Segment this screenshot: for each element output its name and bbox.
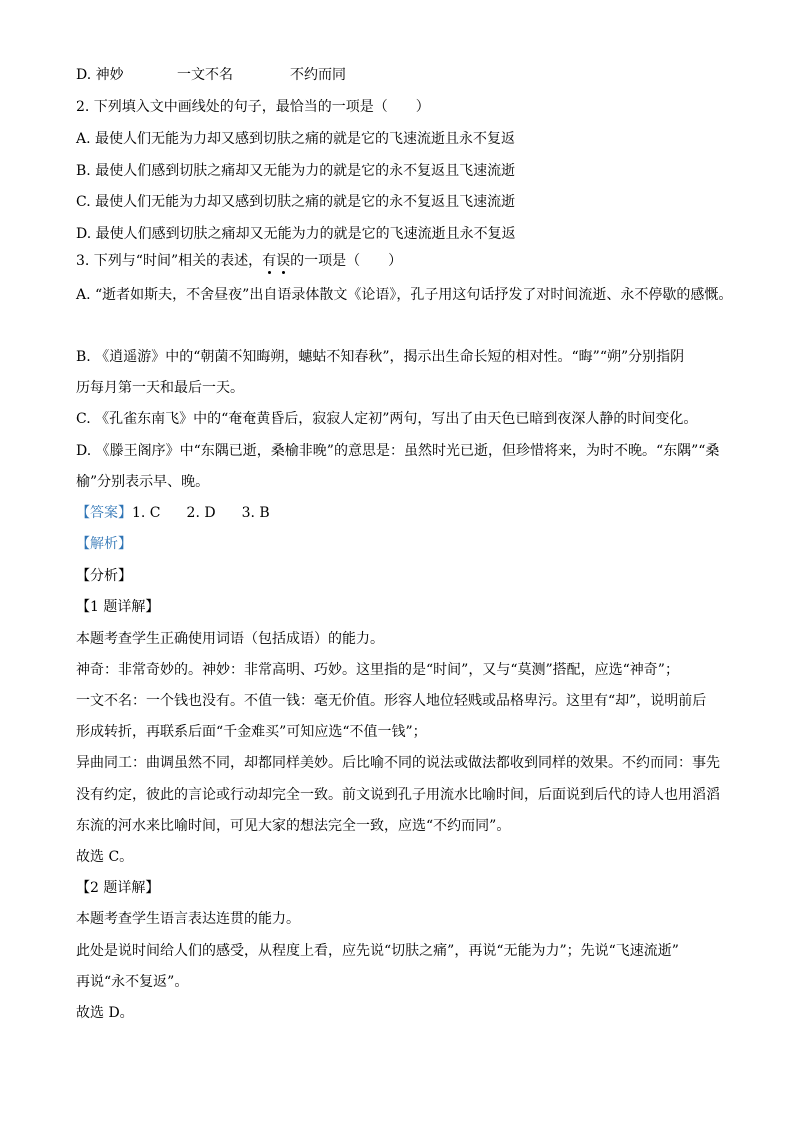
fenxi-label: 【分析】 [76,568,132,584]
detail2-heading: 【2 题详解】 [76,880,160,896]
q3-option-d-line2: 榆”分别表示早、晚。 [76,474,210,490]
detail1-line: 神奇：非常奇妙的。神妙：非常高明、巧妙。这里指的是“时间”，又与“莫测”搭配，应选“神奇”； [76,662,679,678]
q3-option-d-line1: D. 《滕王阁序》中“东隅已逝，桑榆非晚”的意思是：虽然时光已逝，但珍惜将来，为时不晚。“东隅”“桑 [76,443,720,459]
q3-stem-emphasis-2: 误 [276,253,291,269]
detail2-line: 再说“永不复返”。 [76,974,189,990]
detail1-line: 一文不名：一个钱也没有。不值一钱：毫无价值。形容人地位轻贱或品格卑污。这里有“却”，说明前后 [76,693,707,709]
q2-stem: 2. 下列填入文中画线处的句子，最恰当的一项是（ ） [76,99,430,115]
detail1-conclusion: 故选 C。 [76,849,134,865]
answer-3: 3. B [241,505,270,521]
answer-row [76,503,270,523]
q3-stem-after: 的一项是（ ） [290,253,403,269]
q2-option-c: C. 最使人们无能为力却又感到切肤之痛的就是它的永不复返且飞速流逝 [76,194,516,210]
q2-option-b: B. 最使人们感到切肤之痛却又无能为力的就是它的永不复返且飞速流逝 [76,163,516,179]
detail1-line: 没有约定，彼此的言论或行动却完全一致。前文说到孔子用流水比喻时间，后面说到后代的诗人也用滔滔 [76,787,720,803]
detail2-line: 此处是说时间给人们的感受，从程度上看，应先说“切肤之痛”，再说“无能为力”；先说“飞速流逝” [76,943,679,959]
q3-stem [76,251,402,271]
q3-stem-emphasis-1: 有 [262,253,277,269]
analysis-label: 【解析】 [76,536,132,552]
option-d-label: D. 神妙 [76,67,124,83]
q3-option-a: A. “逝者如斯夫，不舍昼夜”出自语录体散文《论语》，孔子用这句话抒发了对时间流逝、永不停歇的感慨。 [76,287,733,303]
q3-option-b-line1: B. 《逍遥游》中的“朝菌不知晦朔，蟪蛄不知春秋”，揭示出生命长短的相对性。“晦”“朔”分别指阴 [76,349,685,365]
option-d-col2: 一文不名 [177,67,233,83]
q2-option-d: D. 最使人们感到切肤之痛却又无能为力的就是它的飞速流逝且永不复返 [76,226,516,242]
detail1-line: 本题考查学生正确使用词语（包括成语）的能力。 [76,631,384,647]
option-d-col3: 不约而同 [290,67,346,83]
answer-2: 2. D [186,505,216,521]
detail2-line: 本题考查学生语言表达连贯的能力。 [76,911,300,927]
detail1-heading: 【1 题详解】 [76,599,160,615]
q3-stem-before: 3. 下列与“时间”相关的表述， [76,253,263,269]
answer-label: 【答案】 [76,505,132,521]
detail1-line: 东流的河水来比喻时间，可见大家的想法完全一致，应选“不约而同”。 [76,818,511,834]
q2-option-a: A. 最使人们无能为力却又感到切肤之痛的就是它的飞速流逝且永不复返 [76,131,516,147]
detail1-line: 形成转折，再联系后面“千金难买”可知应选“不值一钱”； [76,724,427,740]
detail1-line: 异曲同工：曲调虽然不同，却都同样美妙。后比喻不同的说法或做法都收到同样的效果。不约而同：事先 [76,755,720,771]
q3-option-b-line2: 历每月第一天和最后一天。 [76,380,244,396]
detail2-conclusion: 故选 D。 [76,1005,134,1021]
answer-1: 1. C [132,505,161,521]
q3-option-c: C. 《孔雀东南飞》中的“奄奄黄昏后，寂寂人定初”两句，写出了由天色已暗到夜深人静的时间变化。 [76,411,698,427]
